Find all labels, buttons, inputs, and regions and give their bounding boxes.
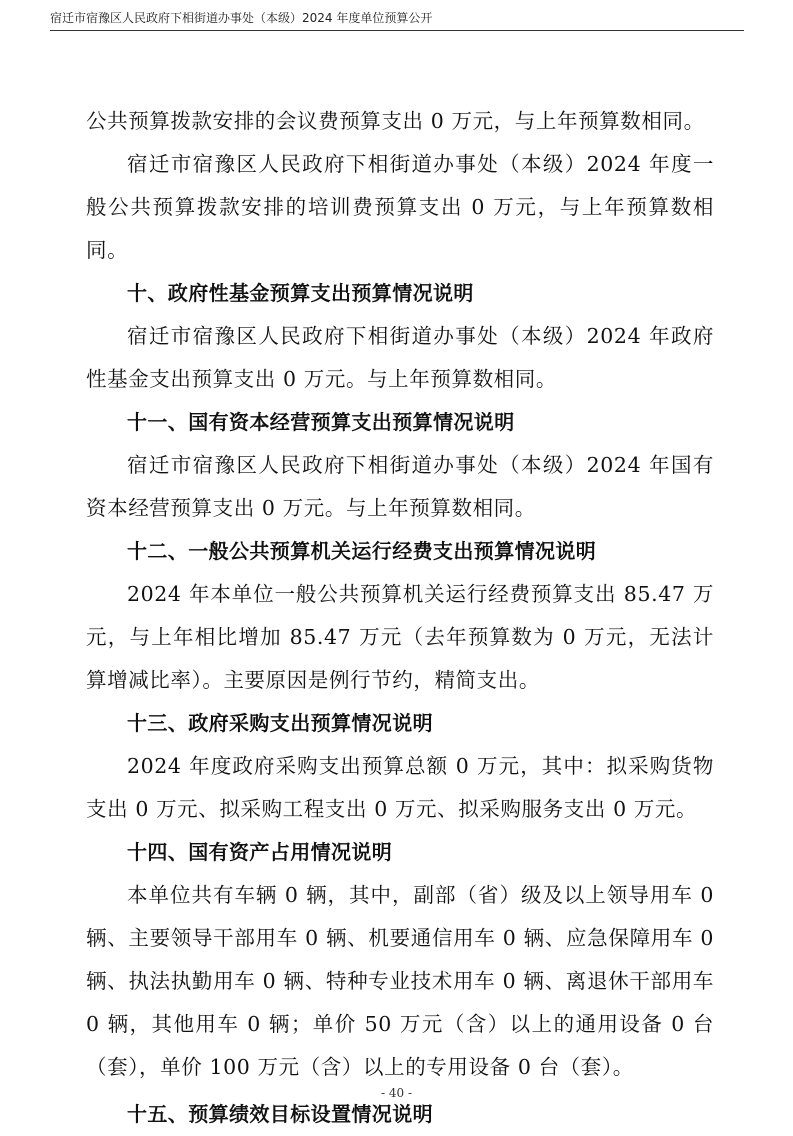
paragraph-operating-expense: 2024 年本单位一般公共预算机关运行经费预算支出 85.47 万元，与上年相比增加 85.47 万元（去年预算数为 0 万元，无法计算增减比率）。主要原因是例行节约，精简支出。 [86,582,714,692]
paragraph-state-capital: 宿迁市宿豫区人民政府下相街道办事处（本级）2024 年国有资本经营预算支出 0 万元。与上年预算数相同。 [86,453,714,520]
paragraph-training-fee: 宿迁市宿豫区人民政府下相街道办事处（本级）2024 年度一般公共预算拨款安排的培训费预算支出 0 万元，与上年预算数相同。 [86,152,714,262]
document-body [86,100,714,1136]
section-heading-13: 十三、政府采购支出预算情况说明 [127,711,433,735]
section-heading-11: 十一、国有资本经营预算支出预算情况说明 [127,410,515,434]
section-heading-15: 十五、预算绩效目标设置情况说明 [127,1102,433,1126]
running-header: 宿迁市宿豫区人民政府下相街道办事处（本级）2024 年度单位预算公开 [50,8,744,31]
section-heading-14: 十四、国有资产占用情况说明 [127,840,393,864]
paragraph-state-assets: 本单位共有车辆 0 辆，其中，副部（省）级及以上领导用车 0 辆、主要领导干部用车 0 辆、机要通信用车 0 辆、应急保障用车 0 辆、执法执勤用车 0 辆、特种专业技术用车 0 辆、离退休干部用车 0 辆，其他用车 0 辆；单价 50 万元（含）以上的通用设备 0 台（套），单价 100 万元（含）以上的专用设备 0 台（套）。 [86,883,714,1079]
paragraph-procurement: 2024 年度政府采购支出预算总额 0 万元，其中：拟采购货物支出 0 万元、拟采购工程支出 0 万元、拟采购服务支出 0 万元。 [86,754,714,821]
paragraph-gov-fund: 宿迁市宿豫区人民政府下相街道办事处（本级）2024 年政府性基金支出预算支出 0 万元。与上年预算数相同。 [86,324,714,391]
section-heading-10: 十、政府性基金预算支出预算情况说明 [127,281,474,305]
paragraph-meeting-fee: 公共预算拨款安排的会议费预算支出 0 万元，与上年预算数相同。 [86,109,705,133]
section-heading-12: 十二、一般公共预算机关运行经费支出预算情况说明 [127,539,597,563]
page-number: - 40 - [380,1086,412,1100]
